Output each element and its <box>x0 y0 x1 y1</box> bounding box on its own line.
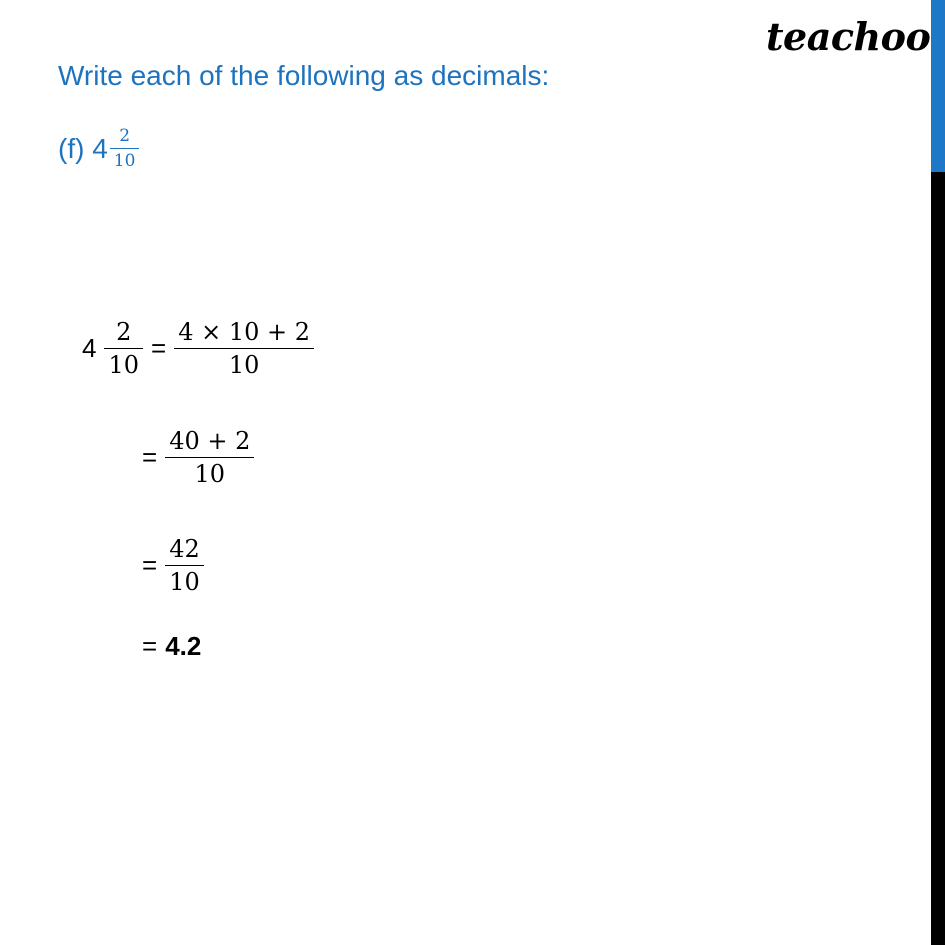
step3-numerator: 42 <box>169 535 200 563</box>
solution-step-3 <box>142 535 204 596</box>
solution-step-2 <box>142 427 254 488</box>
solution-step-1 <box>82 318 314 379</box>
question-prompt: Write each of the following as decimals: <box>58 60 550 91</box>
step3-denominator: 10 <box>169 568 200 596</box>
part-label: (f) 4 <box>58 132 108 164</box>
solution-step-4 <box>142 631 201 662</box>
step1-rhs-fraction <box>174 318 314 379</box>
step1-lhs-numerator: 2 <box>116 318 132 346</box>
step2-numerator: 40 + 2 <box>169 427 251 455</box>
step3-equals: = <box>142 550 158 580</box>
step2-equals: = <box>142 442 158 472</box>
part-denominator: 10 <box>113 151 136 171</box>
step4-equals: = <box>142 631 158 661</box>
step1-whole: 4 <box>82 333 97 363</box>
step1-equals: = <box>151 333 167 363</box>
final-answer: 4.2 <box>165 631 202 661</box>
step1-rhs-numerator: 4 × 10 + 2 <box>178 318 311 346</box>
part-fraction <box>110 126 140 171</box>
right-sidebar <box>931 0 945 945</box>
sidebar-accent <box>931 0 945 172</box>
step1-lhs-fraction <box>104 318 143 379</box>
step3-fraction <box>165 535 204 596</box>
question-part <box>58 126 139 171</box>
step1-rhs-denominator: 10 <box>228 351 260 379</box>
part-numerator: 2 <box>119 126 131 146</box>
teachoo-logo: teachoo <box>766 14 931 59</box>
step2-denominator: 10 <box>194 460 226 488</box>
step1-lhs-denominator: 10 <box>108 351 140 379</box>
step2-fraction <box>165 427 254 488</box>
